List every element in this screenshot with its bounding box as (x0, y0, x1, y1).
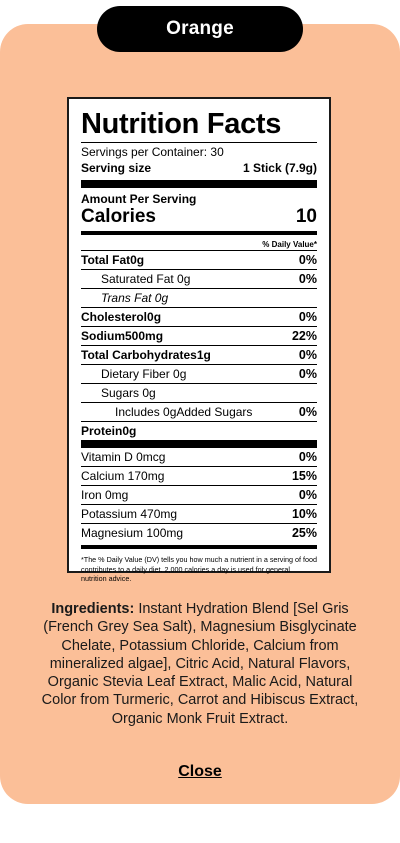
flavor-title (97, 6, 303, 52)
nutrient-row-total-fat (81, 250, 317, 269)
nutrient-row-trans-fat (81, 288, 317, 307)
nutrient-amount: 1g (196, 348, 211, 362)
mineral-row-potassium (81, 504, 317, 523)
nutrient-dv: 0% (298, 405, 317, 419)
nutrient-dv: 22% (291, 329, 317, 343)
mineral-row-iron (81, 485, 317, 504)
ingredients-heading: Ingredients: (51, 601, 135, 617)
mineral-row-magnesium (81, 523, 317, 542)
nutrition-facts-title: Nutrition Facts (81, 108, 282, 140)
mineral-name: Vitamin D 0mcg (81, 450, 166, 464)
nutrient-row-dietary-fiber (81, 364, 317, 383)
close-button[interactable]: Close (178, 763, 222, 780)
nutrient-row-protein (81, 421, 317, 440)
mineral-dv: 0% (298, 450, 317, 464)
thick-divider (81, 180, 317, 188)
nutrient-row-added-sugars (81, 402, 317, 421)
flavor-title-text: Orange (166, 18, 234, 39)
nutrient-amount: 500mg (125, 329, 164, 343)
nutrient-name: Cholesterol (81, 310, 148, 324)
ingredients-list: Instant Hydration Blend [Sel Gris (French Grey Sea Salt), Magnesium Bisglycinate Chelate, Potassium Chloride, Calcium from mineralized algae], Citric Acid, Natural Flavors, Organic Stevia Leaf Extract, Malic Acid, Natural Color from Turmeric, Carrot and Hibiscus Extract, Organic Monk Fruit Extract. (41, 601, 359, 727)
nutrient-dv: 0% (298, 367, 317, 381)
nutrient-amount: 0g (147, 310, 162, 324)
mineral-name: Magnesium 100mg (81, 526, 184, 540)
medium-divider (81, 545, 317, 549)
nutrient-name: Trans Fat 0g (101, 291, 169, 305)
nutrient-row-sodium (81, 326, 317, 345)
nutrient-amount: 0g (130, 253, 145, 267)
nutrient-dv: 0% (298, 310, 317, 324)
divider (81, 142, 317, 143)
nutrient-dv: 0% (298, 348, 317, 362)
serving-size-label: Serving size (81, 161, 152, 175)
medium-divider (81, 231, 317, 235)
nutrient-row-cholesterol (81, 307, 317, 326)
mineral-name: Iron 0mg (81, 488, 129, 502)
nutrient-row-sugars (81, 383, 317, 402)
ingredients-text (32, 600, 368, 728)
calories-value: 10 (295, 206, 317, 227)
serving-size-row (81, 160, 317, 176)
nutrient-dv: 0% (298, 272, 317, 286)
mineral-dv: 10% (291, 507, 317, 521)
mineral-name: Potassium 470mg (81, 507, 178, 521)
daily-value-header: % Daily Value* (262, 240, 317, 249)
mineral-row-vitamin-d (81, 448, 317, 466)
mineral-dv: 0% (298, 488, 317, 502)
serving-size-value: 1 Stick (7.9g) (242, 161, 317, 175)
nutrient-dv: 0% (298, 253, 317, 267)
amount-per-serving: Amount Per Serving (81, 192, 197, 206)
thick-divider (81, 440, 317, 448)
nutrient-row-total-carbohydrates (81, 345, 317, 364)
mineral-dv: 15% (291, 469, 317, 483)
mineral-name: Calcium 170mg (81, 469, 165, 483)
nutrient-name: Includes 0gAdded Sugars (115, 405, 253, 419)
daily-value-footnote: *The % Daily Value (DV) tells you how much a nutrient in a serving of food contributes to a daily diet. 2,000 calories a day is used for general nutrition advice. (81, 555, 317, 583)
nutrient-name: Dietary Fiber 0g (101, 367, 187, 381)
servings-per-container: Servings per Container: 30 (81, 145, 224, 159)
nutrition-facts-label (67, 97, 331, 583)
mineral-dv: 25% (291, 526, 317, 540)
nutrient-name: Saturated Fat 0g (101, 272, 191, 286)
calories-label: Calories (81, 206, 156, 227)
nutrient-row-saturated-fat (81, 269, 317, 288)
nutrient-name: Sodium (81, 329, 125, 343)
calories-row (81, 206, 317, 228)
nutrient-name: Total Carbohydrates (81, 348, 197, 362)
nutrient-name: Protein (81, 424, 123, 438)
nutrient-amount: 0g (122, 424, 137, 438)
mineral-row-calcium (81, 466, 317, 485)
nutrient-name: Total Fat (81, 253, 131, 267)
nutrient-name: Sugars 0g (101, 386, 156, 400)
